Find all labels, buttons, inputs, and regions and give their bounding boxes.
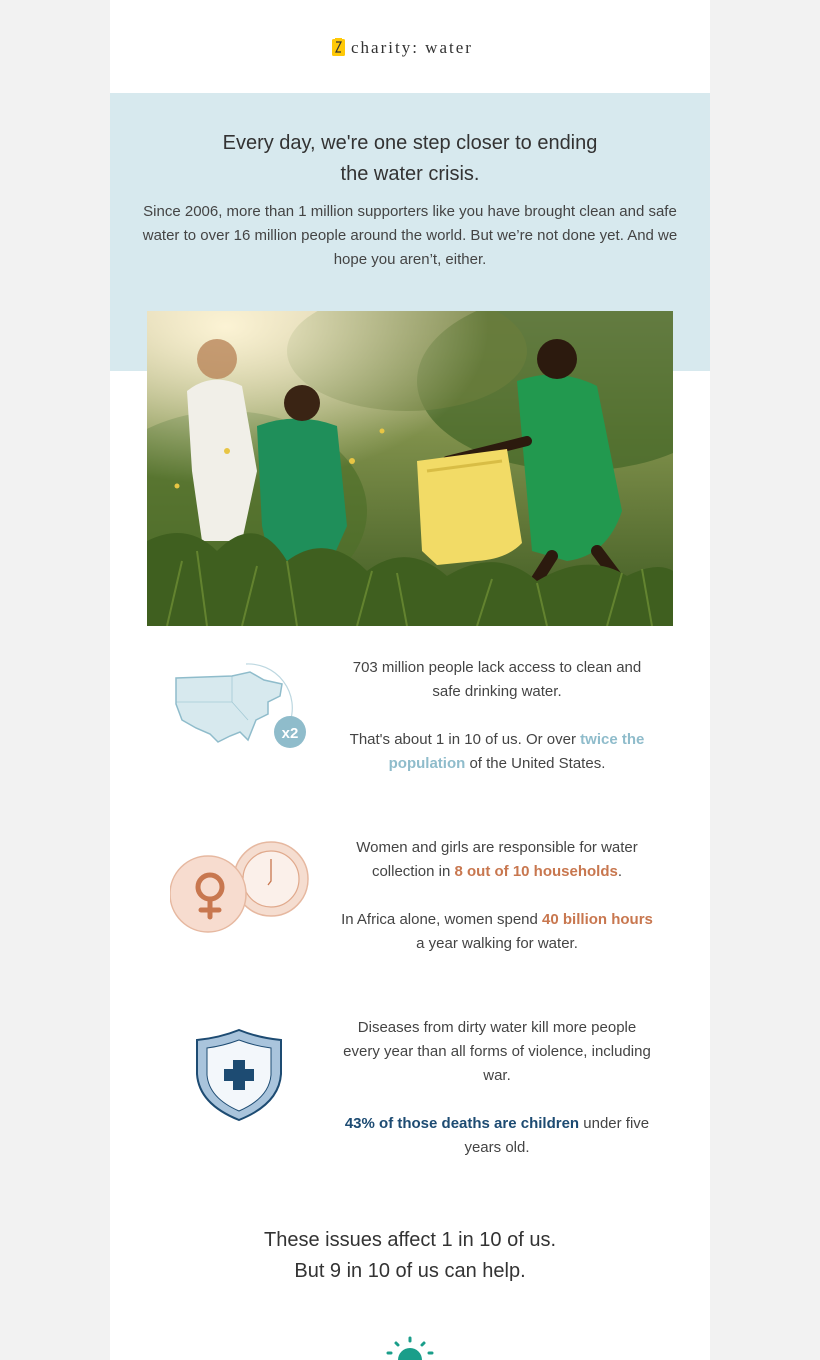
closing-heading [170, 1225, 650, 1287]
hero-photo[interactable] [147, 311, 673, 626]
households-highlight: 8 out of 10 households [454, 863, 618, 880]
stat-access-p2: That's about 1 in 10 of us. Or over twice the population of the United States. [349, 731, 645, 772]
hero-title-line2: the water crisis. [340, 163, 480, 185]
hours-highlight: 40 billion hours [542, 911, 653, 928]
female-symbol-clock-icon [170, 841, 310, 935]
us-map-x2-icon [172, 662, 306, 754]
stat-access-p1: 703 million people lack access to clean and safe drinking water. [352, 659, 642, 700]
stat-women-p1: Women and girls are responsible for water collection in 8 out of 10 households. [356, 839, 638, 880]
stat-disease-p2: 43% of those deaths are children under five years old. [344, 1115, 650, 1156]
x2-label: x2 [281, 725, 299, 742]
stat-disease-p1: Diseases from dirty water kill more people every year than all forms of violence, including war. [343, 1019, 651, 1084]
stat-text-disease [340, 1016, 654, 1160]
closing-line2: But 9 in 10 of us can help. [294, 1260, 526, 1282]
email-header [110, 0, 710, 93]
closing-line1: These issues affect 1 in 10 of us. [263, 1229, 557, 1251]
charity-water-logo[interactable] [332, 36, 473, 58]
stat-text-access [340, 656, 654, 776]
children-carrying-water-photo [147, 311, 673, 626]
logo-text: charity: water [351, 37, 473, 57]
email-container [110, 0, 710, 1360]
twice-population-link[interactable]: twice the population [388, 731, 645, 772]
hero-title [170, 128, 650, 190]
hero-body: Since 2006, more than 1 million supporters like you have brought clean and safe water to over 16 million people around the world. But we’re not done yet. And we hope you aren’t, either. [142, 203, 678, 268]
jerry-can-icon [332, 38, 345, 56]
stat-text-women [340, 836, 654, 956]
hero-title-line1: Every day, we're one step closer to ending [222, 132, 598, 154]
sunrise-icon [376, 1335, 444, 1360]
stat-women-p2: In Africa alone, women spend 40 billion hours a year walking for water. [341, 911, 653, 952]
health-shield-cross-icon [195, 1028, 283, 1122]
children-deaths-highlight: 43% of those deaths are children [344, 1115, 580, 1132]
